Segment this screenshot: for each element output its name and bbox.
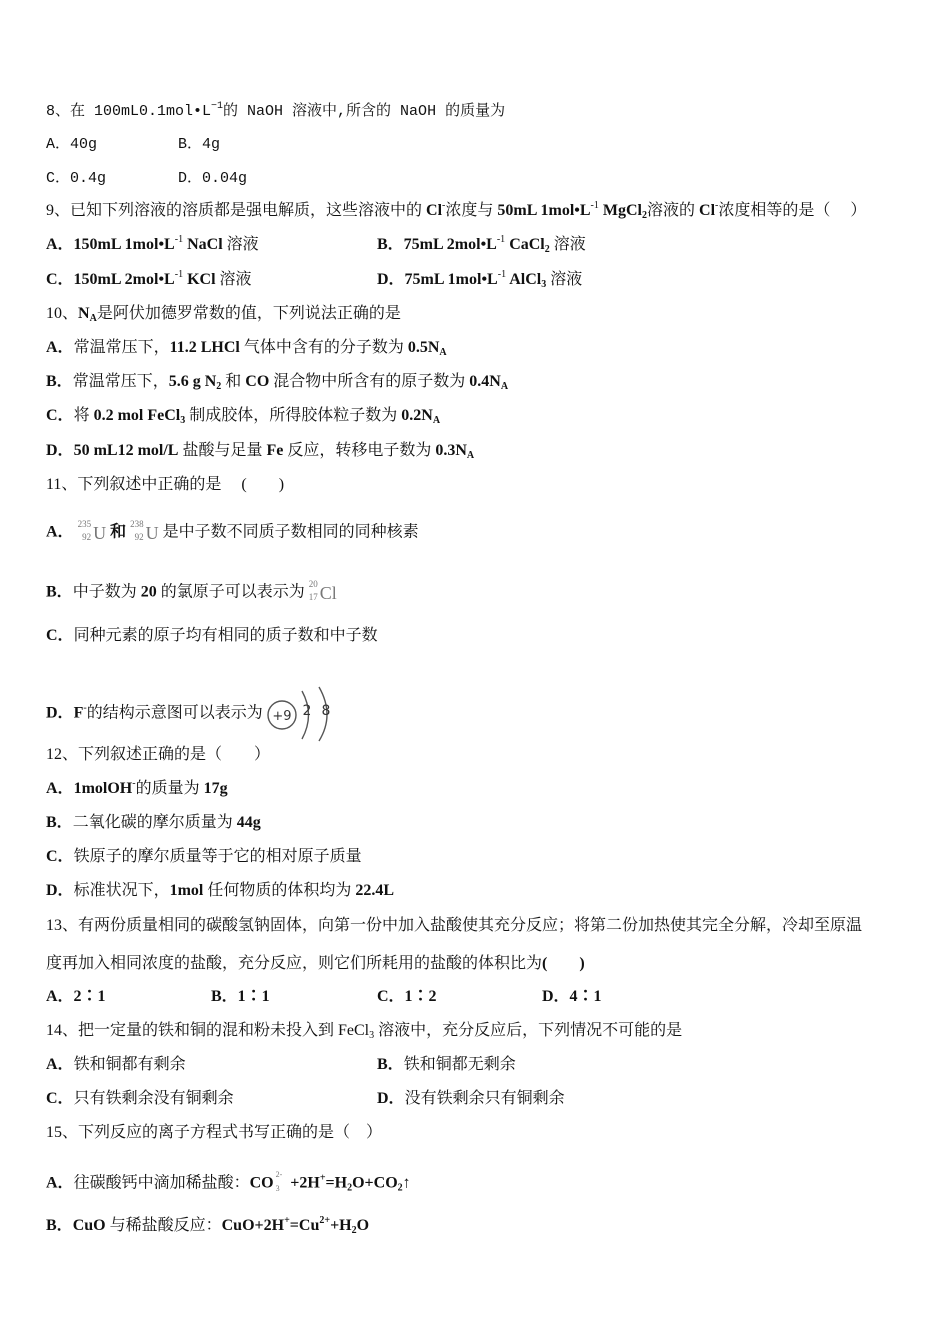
q13-option-b: B．1∶1	[211, 988, 270, 1005]
q9-option-b-sup: -1	[496, 234, 506, 245]
q11-option-c	[46, 626, 378, 646]
q14-stem-text: 溶液中，充分反应后，下列情况不可能的是	[374, 1022, 683, 1039]
option-text: 反应，转移电子数为	[283, 442, 436, 459]
option-text: 标准状况下，	[73, 882, 170, 899]
q9-option-b-formula: CaCl	[505, 236, 545, 253]
q9-option-a-text: A．150mL 1mol•L	[46, 236, 175, 253]
q10-stem	[46, 304, 401, 324]
option-text: 与稀盐酸反应：	[105, 1217, 222, 1234]
gas-arrow: ↑	[402, 1174, 411, 1192]
ion-subscript: 3	[275, 1184, 280, 1193]
q9-option-d	[377, 270, 582, 290]
q14-option-c	[46, 1089, 234, 1109]
q10-option-d	[46, 441, 474, 461]
q14-stem	[46, 1021, 682, 1041]
option-text: 往碳酸钙中滴加稀盐酸：	[73, 1174, 250, 1192]
q9-stem-formula: Cl	[426, 202, 443, 219]
option-number: 1mol	[169, 882, 204, 899]
option-sub: 2	[216, 381, 222, 392]
q9-option-b-text: B．75mL 2mol•L	[377, 236, 497, 253]
option-sup: -	[132, 778, 136, 789]
option-label: C．	[46, 1090, 74, 1107]
option-sup: +	[284, 1215, 290, 1226]
q9-option-c-formula: KCl	[183, 271, 216, 288]
option-text: 盐酸与足量	[178, 442, 267, 459]
option-sub: A	[439, 347, 447, 358]
q9-option-a-sup: -1	[174, 234, 184, 245]
q10-stem-text: 是阿伏加德罗常数的值，下列说法正确的是	[96, 305, 401, 322]
option-label: B．	[377, 1056, 404, 1073]
option-text: 制成胶体，所得胶体粒子数为	[185, 407, 402, 424]
option-label: B．	[46, 583, 73, 601]
option-sup: 2+	[319, 1215, 331, 1226]
option-sup: +	[319, 1172, 326, 1184]
q12-option-d	[46, 881, 394, 901]
element-symbol: U	[145, 523, 159, 543]
q9-stem-text: 溶液的	[647, 202, 700, 219]
option-text: 常温常压下，	[73, 339, 170, 356]
option-formula: =H	[325, 1174, 348, 1192]
q8-stem-text: 8、在 100mL0.1mol•L	[46, 103, 212, 120]
mass-number: 20	[308, 579, 318, 589]
option-sub: 2	[397, 1182, 403, 1194]
option-text: 铁和铜都有剩余	[73, 1056, 186, 1073]
nuclide-symbol	[130, 520, 159, 546]
option-label: B．	[46, 373, 73, 390]
option-formula: 0.4N	[469, 373, 501, 390]
atom-structure-diagram	[265, 685, 337, 743]
q14-option-d	[377, 1089, 565, 1109]
q8-stem-text: 的 NaOH 溶液中,所含的 NaOH 的质量为	[223, 103, 506, 120]
q9-option-a-formula: NaCl	[183, 236, 223, 253]
nuclide-symbol	[78, 520, 107, 546]
option-text: 和	[221, 373, 246, 390]
q14-stem-text: 14、把一定量的铁和铜的混和粉未投入到 FeCl	[46, 1022, 370, 1039]
q9-option-c-text: 溶液	[215, 271, 252, 288]
option-text: 常温常压下，	[72, 373, 169, 390]
option-formula: Fe	[266, 442, 284, 459]
q9-option-d-sup: -1	[497, 269, 507, 280]
q13-option-a: A．2∶1	[46, 988, 106, 1005]
q11-option-b	[46, 579, 341, 603]
q9-option-b-sub: 2	[544, 244, 550, 255]
option-text: 中子数为	[72, 583, 141, 601]
option-formula: 5.6 g N	[168, 373, 217, 390]
option-label: A．	[46, 523, 74, 541]
element-symbol: Cl	[319, 583, 337, 603]
option-label: B．	[46, 1217, 73, 1234]
q9-stem-text: 浓度与	[445, 202, 498, 219]
option-text: 的氯原子可以表示为	[156, 583, 305, 601]
option-text: 气体中含有的分子数为	[239, 339, 408, 356]
q9-option-d-text: 溶液	[546, 271, 583, 288]
option-number: 44g	[236, 814, 261, 831]
option-formula: =Cu	[289, 1217, 320, 1234]
option-formula: 0.3N	[435, 442, 467, 459]
q10-stem-sub: A	[89, 313, 97, 324]
q15-option-a	[46, 1170, 411, 1194]
q9-stem-formula: 50mL 1mol•L	[497, 202, 591, 219]
q11-stem: 11、下列叙述中正确的是 ( )	[46, 476, 285, 493]
q15-stem: 15、下列反应的离子方程式书写正确的是（ ）	[46, 1124, 383, 1141]
q14-option-b	[377, 1055, 516, 1075]
q13-option-d: D．4∶1	[542, 988, 602, 1005]
q9-option-b	[377, 235, 586, 255]
q8-stem	[46, 102, 505, 122]
q12-option-a	[46, 779, 228, 799]
option-label: A．	[46, 1174, 74, 1192]
option-formula: O	[356, 1217, 370, 1234]
q8-stem-sup: −1	[211, 101, 224, 112]
q9-stem-formula: Cl	[699, 202, 716, 219]
q9-option-d-sub: 3	[541, 279, 547, 290]
option-formula: 1molOH	[73, 780, 133, 797]
option-text: 同种元素的原子均有相同的质子数和中子数	[73, 627, 378, 644]
q10-stem-formula: N	[78, 305, 90, 322]
q13-stem-line-1: 13、有两份质量相同的碳酸氢钠固体，向第一份中加入盐酸使其充分反应；将第二份加热使其完全分解，冷却至原温	[46, 917, 863, 934]
q9-option-a	[46, 235, 259, 255]
q9-option-c	[46, 270, 252, 290]
option-formula: 0.2 mol FeCl	[93, 407, 181, 424]
q10-option-a	[46, 338, 447, 358]
option-sub: 2	[347, 1182, 353, 1194]
q8-option-d: D．0.04g	[178, 170, 248, 187]
option-text: 是中子数不同质子数相同的同种核素	[162, 523, 419, 541]
option-label: C．	[46, 848, 74, 865]
q11-option-d	[46, 685, 337, 724]
option-text: 二氧化碳的摩尔质量为	[72, 814, 237, 831]
q12-option-c	[46, 847, 362, 867]
q9-stem-sup: -	[442, 200, 446, 211]
option-label: A．	[46, 339, 74, 356]
q8-option-a: A．40g	[46, 136, 98, 153]
option-number: 20	[140, 583, 157, 601]
q11-option-a	[46, 519, 419, 543]
option-text: 将	[73, 407, 94, 424]
q13-stem-text: 度再加入相同浓度的盐酸，充分反应，则它们所耗用的盐酸的体积比为	[46, 955, 543, 972]
q9-stem-sup: -	[715, 200, 719, 211]
answer-blank: ( )	[542, 955, 585, 972]
option-text: 铁和铜都无剩余	[403, 1056, 516, 1073]
q12-stem: 12、下列叙述正确的是（ ）	[46, 746, 271, 763]
nuclide-symbol	[309, 580, 337, 606]
q9-option-c-text: C．150mL 2mol•L	[46, 271, 175, 288]
option-label: A．	[46, 1056, 74, 1073]
q15-option-b	[46, 1216, 369, 1236]
option-text: 的质量为	[135, 780, 204, 797]
option-sub: A	[500, 381, 509, 392]
ion-charge-stack	[276, 1168, 283, 1196]
option-text: 只有铁剩余没有铜剩余	[73, 1090, 234, 1107]
ion-charge: 2-	[275, 1170, 283, 1179]
option-text: 混合物中所含有的原子数为	[269, 373, 470, 390]
option-formula: 0.2N	[401, 407, 433, 424]
q9-stem-sup: -1	[590, 200, 599, 211]
option-formula: +H	[330, 1217, 352, 1234]
q8-option-b: B．4g	[178, 136, 221, 153]
mass-number: 235	[77, 519, 92, 529]
option-formula: +2H	[286, 1174, 320, 1192]
option-text: 铁原子的摩尔质量等于它的相对原子质量	[73, 848, 362, 865]
nucleus-charge: +9	[272, 709, 292, 724]
q9-option-d-formula: AlCl	[506, 271, 542, 288]
option-sub: A	[466, 450, 475, 461]
q9-stem	[46, 201, 866, 221]
q13-option-c: C．1∶2	[377, 988, 437, 1005]
option-formula: 11.2 LHCl	[169, 339, 240, 356]
option-sub: 2	[351, 1225, 357, 1236]
q9-option-b-text: 溶液	[549, 236, 586, 253]
option-label: D．	[46, 442, 74, 459]
atomic-number: 92	[134, 532, 144, 542]
option-label: D．	[46, 882, 74, 899]
option-label: A．	[46, 780, 74, 797]
option-formula: CuO+2H	[221, 1217, 285, 1234]
mass-number: 238	[130, 519, 144, 529]
q9-stem-text: 浓度相等的是（ ）	[718, 202, 867, 219]
option-sub: A	[432, 415, 441, 426]
q14-stem-sub: 3	[369, 1030, 375, 1041]
q9-option-c-sup: -1	[174, 269, 184, 280]
option-formula: 0.5N	[407, 339, 440, 356]
option-label: D．	[377, 1090, 405, 1107]
option-text: 任何物质的体积均为	[203, 882, 356, 899]
option-number: 17g	[203, 780, 228, 797]
option-label: D．	[46, 704, 74, 722]
option-formula: CO	[245, 373, 270, 390]
q9-stem-sub: 2	[642, 210, 647, 221]
q10-option-c	[46, 406, 440, 426]
option-formula: O+CO	[352, 1174, 398, 1192]
option-text: 和	[110, 523, 127, 541]
option-formula: CuO	[72, 1217, 106, 1234]
atomic-number: 17	[308, 592, 318, 602]
q12-option-b	[46, 813, 261, 833]
shell-2-electrons: 8	[321, 703, 331, 719]
option-formula: CO	[249, 1174, 274, 1192]
q9-stem-text: 9、已知下列溶液的溶质都是强电解质，这些溶液中的	[46, 202, 427, 219]
option-formula: 50 mL12 mol/L	[73, 442, 179, 459]
option-text: 的结构示意图可以表示为	[86, 704, 263, 722]
option-number: 22.4L	[355, 882, 395, 899]
option-label: C．	[46, 627, 74, 644]
q10-option-b	[46, 372, 508, 392]
q14-option-a	[46, 1055, 186, 1075]
q9-option-d-text: D．75mL 1mol•L	[377, 271, 498, 288]
option-sup: -	[83, 702, 87, 714]
option-label: B．	[46, 814, 73, 831]
option-label: C．	[46, 407, 74, 424]
q9-option-a-text: 溶液	[222, 236, 259, 253]
q9-stem-formula: MgCl	[598, 202, 642, 219]
q10-number: 10、	[46, 305, 79, 322]
atomic-number: 92	[82, 532, 92, 542]
option-text: 没有铁剩余只有铜剩余	[404, 1090, 565, 1107]
option-sub: 3	[180, 415, 186, 426]
q8-option-c: C．0.4g	[46, 170, 107, 187]
q13-stem-line-2	[46, 954, 585, 974]
shell-1-electrons: 2	[302, 703, 312, 719]
option-formula: F	[73, 704, 84, 722]
element-symbol: U	[93, 523, 107, 543]
